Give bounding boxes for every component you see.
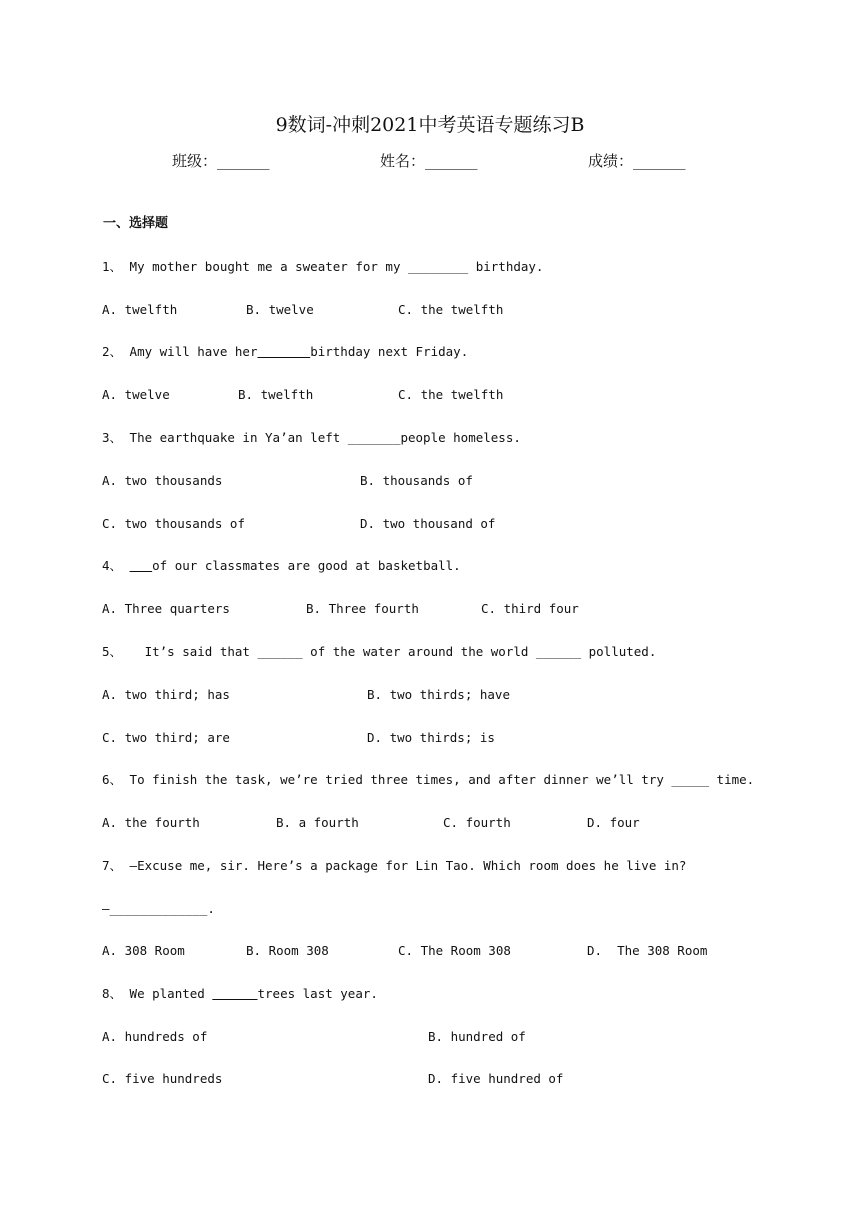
question-2-stem xyxy=(102,343,468,361)
question-4-stem xyxy=(102,557,461,575)
question-6-option-a: A. the fourth xyxy=(102,815,200,830)
question-7-option-b: B. Room 308 xyxy=(246,943,329,958)
student-info-row xyxy=(0,150,860,172)
page-title: 9数词-冲刺2021中考英语专题练习B xyxy=(275,114,585,136)
question-5-option-b: B. two thirds; have xyxy=(367,687,510,702)
score-field: 成绩：_______ xyxy=(588,152,686,170)
question-8-option-a: A. hundreds of xyxy=(102,1029,208,1044)
question-6-stem: 6、 To finish the task, we’re tried three times, and after dinner we’ll try _____ time. xyxy=(102,772,755,787)
question-8-stem xyxy=(102,985,378,1003)
question-5-stem: 5、 It’s said that ______ of the water around the world ______ polluted. xyxy=(102,644,657,659)
question-6-option-c: C. fourth xyxy=(443,815,511,830)
question-2-option-a: A. twelve xyxy=(102,387,170,402)
question-1-option-b: B. twelve xyxy=(246,302,314,317)
question-1-option-c: C. the twelfth xyxy=(398,302,504,317)
question-3-stem: 3、 The earthquake in Ya’an left _______people homeless. xyxy=(102,430,521,445)
question-3-option-c: C. two thousands of xyxy=(102,516,245,531)
question-3-option-b: B. thousands of xyxy=(360,473,473,488)
section-title: 一、选择题 xyxy=(103,216,169,231)
question-8-option-c: C. five hundreds xyxy=(102,1071,223,1086)
question-1-stem: 1、 My mother bought me a sweater for my ________ birthday. xyxy=(102,259,544,274)
question-7-option-c: C. The Room 308 xyxy=(398,943,511,958)
class-field: 班级：_______ xyxy=(172,152,270,170)
question-1-option-a: A. twelfth xyxy=(102,302,178,317)
question-2-option-c: C. the twelfth xyxy=(398,387,504,402)
question-7-stem: 7、 —Excuse me, sir. Here’s a package for Lin Tao. Which room does he live in? xyxy=(102,858,687,873)
question-4-stem-start: 4、 xyxy=(102,558,130,573)
question-3-option-d: D. two thousand of xyxy=(360,516,496,531)
name-field: 姓名：_______ xyxy=(380,152,478,170)
question-8-stem-end: trees last year. xyxy=(257,986,378,1001)
question-5-option-c: C. two third; are xyxy=(102,730,230,745)
question-8-blank xyxy=(212,986,257,1001)
question-2-stem-start: 2、 Amy will have her xyxy=(102,344,258,359)
question-2-stem-end: birthday next Friday. xyxy=(310,344,469,359)
question-6-option-b: B. a fourth xyxy=(276,815,359,830)
question-4-blank xyxy=(130,558,153,573)
question-7-option-d: D. The 308 Room xyxy=(587,943,708,958)
question-7-stem-reply: —_____________. xyxy=(102,901,215,916)
question-2-blank xyxy=(258,344,311,359)
question-4-option-a: A. Three quarters xyxy=(102,601,230,616)
question-8-option-b: B. hundred of xyxy=(428,1029,526,1044)
question-5-option-d: D. two thirds; is xyxy=(367,730,495,745)
question-4-option-c: C. third four xyxy=(481,601,579,616)
question-4-option-b: B. Three fourth xyxy=(306,601,419,616)
question-5-option-a: A. two third; has xyxy=(102,687,230,702)
question-8-option-d: D. five hundred of xyxy=(428,1071,564,1086)
question-3-option-a: A. two thousands xyxy=(102,473,223,488)
question-2-option-b: B. twelfth xyxy=(238,387,314,402)
question-4-stem-end: of our classmates are good at basketball. xyxy=(152,558,461,573)
question-8-stem-start: 8、 We planted xyxy=(102,986,213,1001)
question-7-option-a: A. 308 Room xyxy=(102,943,185,958)
question-6-option-d: D. four xyxy=(587,815,640,830)
